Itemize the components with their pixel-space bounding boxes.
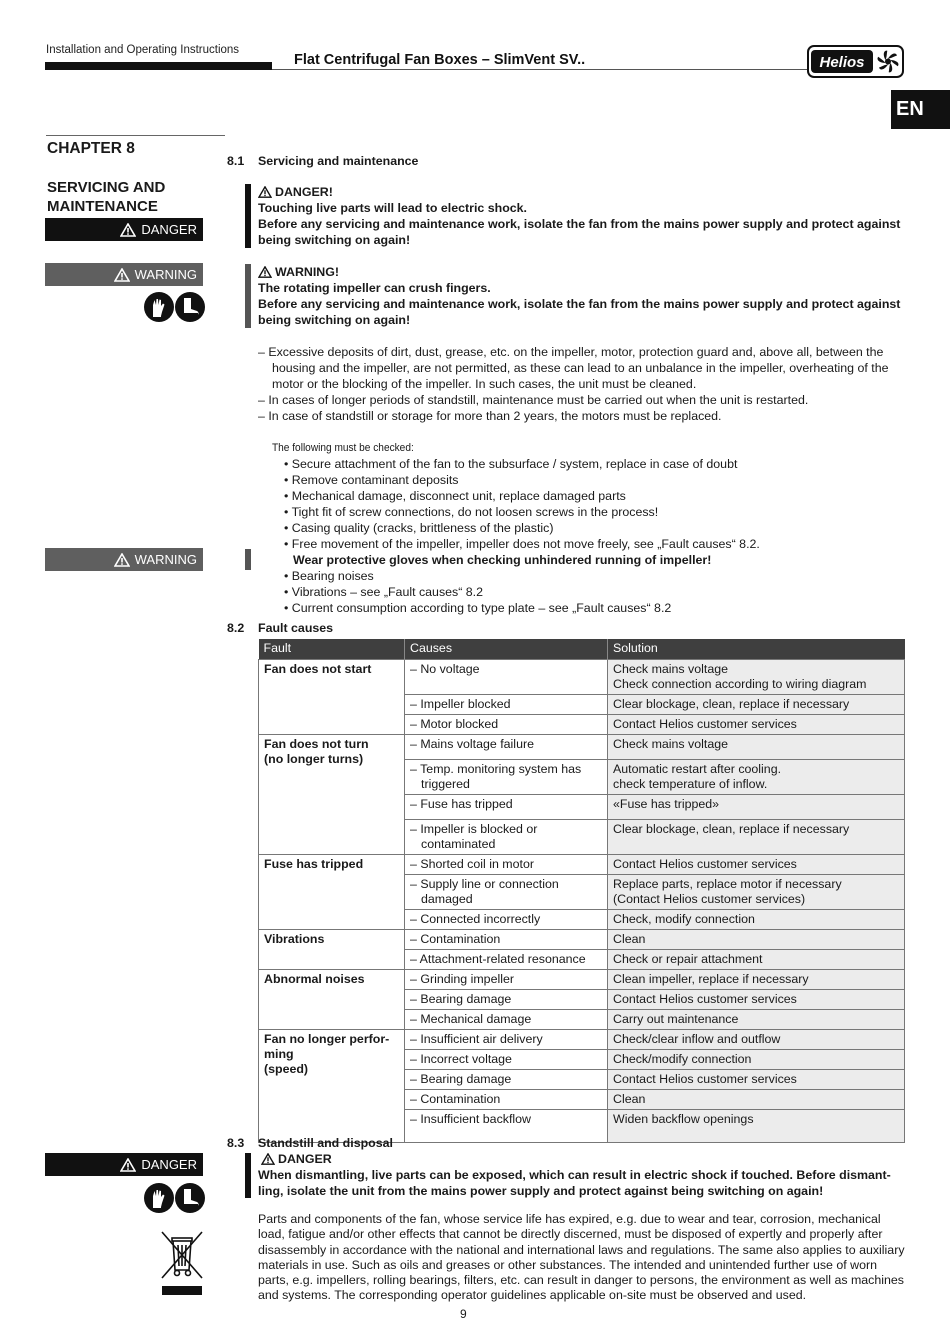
- header-bar: [45, 62, 272, 70]
- notice-line: Before any servicing and maintenance work, isolate the fan from the mains power supply and protect against: [258, 217, 901, 231]
- fault-line: ming: [264, 1046, 294, 1061]
- gloves-icon: [144, 292, 174, 322]
- cause-cell: – Contamination: [405, 929, 608, 949]
- cause-cell: – Shorted coil in motor: [405, 854, 608, 874]
- badge-label: WARNING: [134, 267, 197, 282]
- list-item: • Bearing noises: [284, 568, 904, 584]
- danger-marker-bar: [245, 1153, 251, 1198]
- solution-line: check temperature of inflow.: [613, 776, 768, 791]
- fault-line: (no longer turns): [264, 751, 364, 766]
- warning-triangle-icon: [258, 266, 272, 278]
- list-item: • Vibrations – see „Fault causes“ 8.2: [284, 584, 904, 600]
- helios-logo: [807, 45, 904, 78]
- fault-cell: Fuse has tripped: [259, 854, 405, 929]
- list-item: • Remove contaminant deposits: [284, 472, 904, 488]
- section-number: 8.3: [227, 1136, 245, 1150]
- crossed-out-wheelie-bin-icon: [158, 1228, 206, 1298]
- cause-cell: – Insufficient air delivery: [405, 1029, 608, 1049]
- language-tab: EN: [891, 90, 950, 129]
- logo-text: Helios: [819, 54, 865, 71]
- solution-cell: [608, 759, 905, 794]
- warning-triangle-icon: [258, 186, 272, 198]
- warning-marker-bar: [245, 264, 251, 328]
- solution-cell: Contact Helios customer services: [608, 714, 905, 734]
- notice-line: Touching live parts will lead to electric shock.: [258, 201, 527, 215]
- chapter-title: [47, 178, 207, 216]
- fault-cell: [259, 1029, 405, 1142]
- notice-line: being switching on again!: [258, 233, 411, 247]
- safety-boots-icon: [175, 292, 205, 322]
- notice-line: being switching on again!: [258, 313, 411, 327]
- notice-line: The rotating impeller can crush fingers.: [258, 281, 491, 295]
- cause-text: – Temp. monitoring system has triggered: [410, 761, 582, 791]
- notice-line: When dismantling, live parts can be exposed, which can result in electric shock if touched. Before dismant-: [258, 1168, 891, 1182]
- maintenance-notes-list: [258, 344, 908, 424]
- cause-cell: – Contamination: [405, 1089, 608, 1109]
- solution-cell: Clean: [608, 1089, 905, 1109]
- fault-cell: Vibrations: [259, 929, 405, 969]
- solution-line: Automatic restart after cooling.: [613, 761, 782, 776]
- list-item: • Tight fit of screw connections, do not loosen screws in the process!: [284, 504, 904, 520]
- column-header: Solution: [608, 639, 905, 659]
- cause-cell: – Connected incorrectly: [405, 909, 608, 929]
- solution-cell: Clear blockage, clean, replace if necessary: [608, 694, 905, 714]
- solution-cell: Contact Helios customer services: [608, 1069, 905, 1089]
- document-title: Flat Centrifugal Fan Boxes – SlimVent SV..: [294, 52, 586, 68]
- section-title: Standstill and disposal: [258, 1136, 393, 1150]
- cause-cell: – Bearing damage: [405, 989, 608, 1009]
- page-number: 9: [460, 1307, 467, 1321]
- chapter-label: CHAPTER 8: [47, 140, 135, 157]
- chapter-title-line: SERVICING AND: [47, 179, 166, 196]
- checklist: [284, 456, 904, 616]
- cause-cell: – Incorrect voltage: [405, 1049, 608, 1069]
- gloves-icon: [144, 1183, 174, 1213]
- fault-line: (speed): [264, 1061, 309, 1076]
- checklist-intro: The following must be checked:: [272, 442, 414, 454]
- danger-badge: [45, 218, 203, 241]
- solution-cell: Clean: [608, 929, 905, 949]
- solution-line: Check connection according to wiring diagram: [613, 676, 867, 691]
- danger-notice: [258, 184, 908, 248]
- badge-label: DANGER: [141, 1157, 197, 1172]
- cause-cell: – Motor blocked: [405, 714, 608, 734]
- solution-cell: Clean impeller, replace if necessary: [608, 969, 905, 989]
- chapter-title-line: MAINTENANCE: [47, 198, 158, 215]
- warning-triangle-icon: [120, 1158, 136, 1172]
- cause-cell: – Insufficient backflow: [405, 1109, 608, 1142]
- cause-cell: [405, 819, 608, 854]
- list-item: • Current consumption according to type plate – see „Fault causes“ 8.2: [284, 600, 904, 616]
- fault-cell: Abnormal noises: [259, 969, 405, 1029]
- solution-cell: Check or repair attachment: [608, 949, 905, 969]
- danger-notice: [258, 1151, 908, 1199]
- cause-text: – Impeller is blocked or contaminated: [410, 821, 538, 851]
- badge-label: WARNING: [134, 552, 197, 567]
- danger-marker-bar: [245, 184, 251, 248]
- list-item: – In cases of longer periods of standstill, maintenance must be carried out when the unit is restarted.: [258, 393, 809, 407]
- solution-cell: Check/clear inflow and outflow: [608, 1029, 905, 1049]
- list-item: • Secure attachment of the fan to the subsurface / system, replace in case of doubt: [284, 456, 904, 472]
- list-item: • Free movement of the impeller, impeller does not move freely, see „Fault causes“ 8.2.: [284, 536, 904, 552]
- column-header: Fault: [259, 639, 405, 659]
- section-title: Servicing and maintenance: [258, 154, 419, 168]
- danger-badge: [45, 1153, 203, 1176]
- table-row: [259, 854, 905, 874]
- cause-cell: – Fuse has tripped: [405, 794, 608, 819]
- doc-type-label: Installation and Operating Instructions: [46, 44, 240, 56]
- warning-notice: [258, 264, 908, 328]
- cause-cell: – Impeller blocked: [405, 694, 608, 714]
- chapter-rule: [46, 135, 225, 136]
- section-number: 8.1: [227, 154, 245, 168]
- column-header: Causes: [405, 639, 608, 659]
- warning-triangle-icon: [120, 223, 136, 237]
- solution-cell: [608, 874, 905, 909]
- section-title: Fault causes: [258, 621, 334, 635]
- table-row: [259, 929, 905, 949]
- glove-warning-line: Wear protective gloves when checking unhindered running of impeller!: [293, 553, 712, 567]
- warning-badge: [45, 263, 203, 286]
- notice-heading: DANGER: [278, 1152, 332, 1166]
- solution-cell: Check mains voltage: [608, 734, 905, 759]
- fault-line: Fan no longer perfor-: [264, 1031, 390, 1046]
- notice-line: ling, isolate the unit from the mains power supply and protect against being switching on again!: [258, 1184, 824, 1198]
- solution-line: Check mains voltage: [613, 661, 729, 676]
- table-row: [259, 659, 905, 694]
- solution-line: (Contact Helios customer services): [613, 891, 806, 906]
- fault-causes-table: [258, 639, 905, 1143]
- solution-cell: Contact Helios customer services: [608, 854, 905, 874]
- cause-cell: – No voltage: [405, 659, 608, 694]
- cause-cell: – Attachment-related resonance: [405, 949, 608, 969]
- badge-label: DANGER: [141, 222, 197, 237]
- cause-cell: [405, 759, 608, 794]
- cause-cell: – Grinding impeller: [405, 969, 608, 989]
- solution-cell: Check/modify connection: [608, 1049, 905, 1069]
- fault-cell: [259, 734, 405, 854]
- warning-triangle-icon: [114, 268, 130, 282]
- fault-line: Fan does not turn: [264, 736, 369, 751]
- list-item: – Excessive deposits of dirt, dust, grease, etc. on the impeller, motor, protection guard and, above all, between the housing and the impeller, are not permitted, as these can lead to an unbalance in the impeller, overheating of the motor or the blocking of the impeller. In such cases, the unit must be cleaned.: [258, 345, 889, 391]
- solution-cell: Contact Helios customer services: [608, 989, 905, 1009]
- header-rule: [272, 69, 807, 70]
- cause-cell: – Mechanical damage: [405, 1009, 608, 1029]
- notice-heading: DANGER!: [275, 185, 333, 199]
- cause-cell: – Mains voltage failure: [405, 734, 608, 759]
- solution-cell: «Fuse has tripped»: [608, 794, 905, 819]
- solution-cell: Check, modify connection: [608, 909, 905, 929]
- list-item: – In case of standstill or storage for more than 2 years, the motors must be replaced.: [258, 409, 722, 423]
- disposal-paragraph: Parts and components of the fan, whose service life has expired, e.g. due to wear and tear, corrosion, mechanical load, fatigue and/or other effects that cannot be directly discerned, must be disposed of expertly and properly after disassembly in accordance with the national and international laws and regulations. The same also applies to auxiliary materials in use. Such as oils and greases or other substances. The intended and unintended further use of worn parts, e.g. impellers, rolling bearings, filters, etc. can result in danger to persons, the environment as well as machines and systems. The corresponding operator guidelines applicable on-site must be observed and used.: [258, 1212, 905, 1303]
- list-item: • Casing quality (cracks, brittleness of the plastic): [284, 520, 904, 536]
- warning-triangle-icon: [114, 553, 130, 567]
- safety-boots-icon: [175, 1183, 205, 1213]
- table-row: [259, 969, 905, 989]
- solution-cell: [608, 659, 905, 694]
- solution-cell: Clear blockage, clean, replace if necessary: [608, 819, 905, 854]
- notice-heading: WARNING!: [275, 265, 340, 279]
- table-row: [259, 1029, 905, 1049]
- table-row: [259, 734, 905, 759]
- notice-line: Before any servicing and maintenance work, isolate the fan from the mains power supply and protect against: [258, 297, 901, 311]
- warning-badge: [45, 548, 203, 571]
- section-number: 8.2: [227, 621, 245, 635]
- warning-triangle-icon: [261, 1153, 275, 1165]
- warning-marker-bar: [245, 549, 251, 570]
- solution-cell: Carry out maintenance: [608, 1009, 905, 1029]
- cause-cell: – Bearing damage: [405, 1069, 608, 1089]
- list-item: • Mechanical damage, disconnect unit, replace damaged parts: [284, 488, 904, 504]
- table-header-row: [259, 639, 905, 659]
- solution-line: Replace parts, replace motor if necessary: [613, 876, 842, 891]
- solution-cell: Widen backflow openings: [608, 1109, 905, 1142]
- cause-text: – Supply line or connection damaged: [410, 876, 559, 906]
- cause-cell: [405, 874, 608, 909]
- fault-cell: Fan does not start: [259, 659, 405, 734]
